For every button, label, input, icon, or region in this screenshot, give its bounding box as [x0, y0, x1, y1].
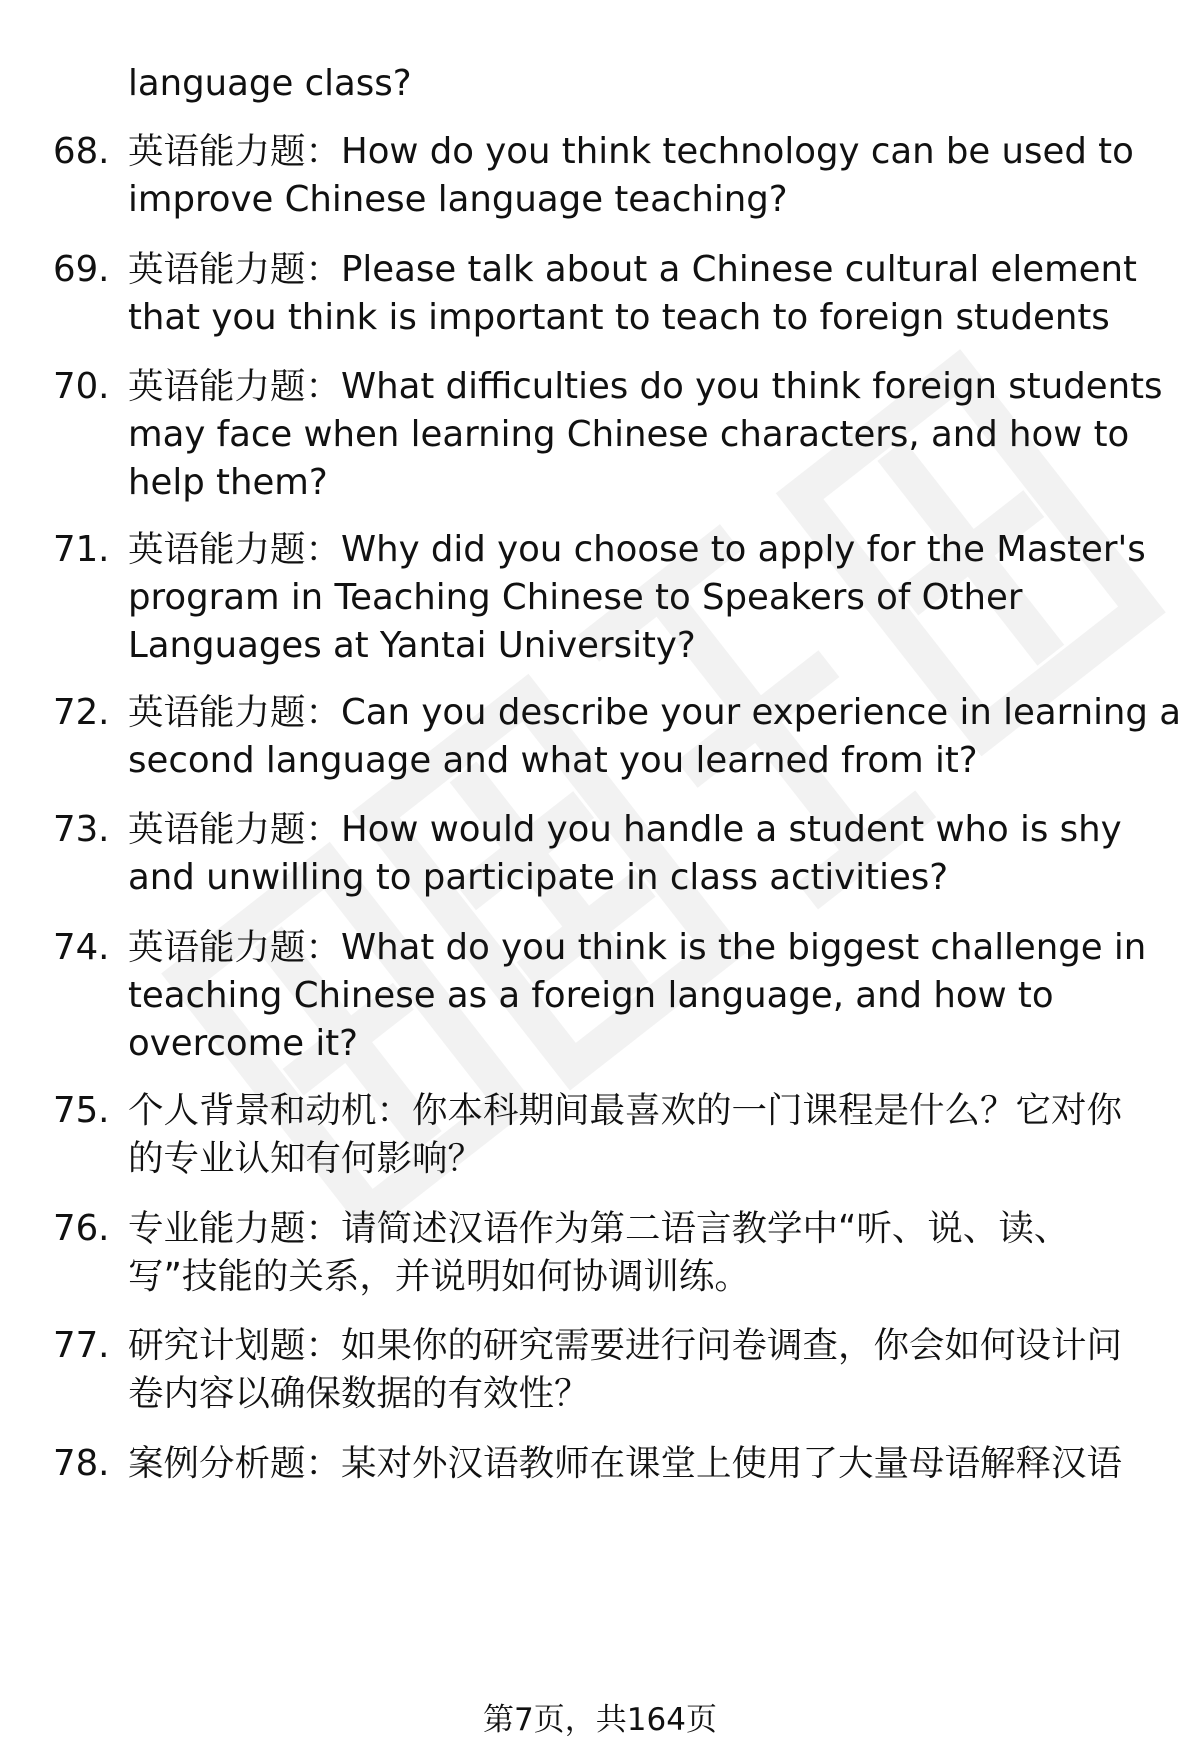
question-text-line: 英语能力题：Can you describe your experience in learning a: [128, 692, 1182, 733]
question-text-line: second language and what you learned from it?: [128, 740, 978, 781]
question-text-line: that you think is important to teach to foreign students: [128, 297, 1110, 338]
question-text-line: 英语能力题：Why did you choose to apply for the Master's: [128, 529, 1146, 570]
question-text-line: 英语能力题：What difficulties do you think foreign students: [128, 366, 1163, 407]
question-text-line: 的专业认知有何影响？: [128, 1138, 484, 1179]
question-text-line: 写”技能的关系，并说明如何协调训练。: [128, 1256, 750, 1297]
question-number: 76.: [53, 1208, 110, 1249]
question-text-line: may face when learning Chinese characters, and how to: [128, 414, 1130, 455]
question-text-line: 卷内容以确保数据的有效性？: [128, 1373, 590, 1414]
question-number: 70.: [53, 366, 110, 407]
page-footer: 第7页，共164页: [483, 1702, 717, 1738]
question-number: 75.: [53, 1090, 110, 1131]
question-text-line: 英语能力题：How do you think technology can be used to: [128, 131, 1134, 172]
question-number: 72.: [53, 692, 110, 733]
question-number: 69.: [53, 249, 110, 290]
question-text-line: and unwilling to participate in class activities?: [128, 857, 949, 898]
question-text-line: 英语能力题：What do you think is the biggest challenge in: [128, 927, 1147, 968]
question-text-line: improve Chinese language teaching?: [128, 179, 788, 220]
question-text-line: 英语能力题：How would you handle a student who is shy: [128, 809, 1122, 850]
question-text-line: 研究计划题：如果你的研究需要进行问卷调查，你会如何设计问: [128, 1325, 1123, 1366]
question-text-line: 案例分析题：某对外汉语教师在课堂上使用了大量母语解释汉语: [128, 1443, 1123, 1484]
question-number: 74.: [53, 927, 110, 968]
question-number: 78.: [53, 1443, 110, 1484]
question-text-line: help them?: [128, 462, 328, 503]
question-number: 71.: [53, 529, 110, 570]
question-text-line: program in Teaching Chinese to Speakers of Other: [128, 577, 1023, 618]
question-text-line: teaching Chinese as a foreign language, and how to: [128, 975, 1054, 1016]
question-text-line: 个人背景和动机：你本科期间最喜欢的一门课程是什么？它对你: [128, 1090, 1123, 1131]
question-text-line: 专业能力题：请简述汉语作为第二语言教学中“听、说、读、: [128, 1208, 1070, 1249]
question-number: 68.: [53, 131, 110, 172]
question-text-line: overcome it?: [128, 1023, 358, 1064]
question-number: 73.: [53, 809, 110, 850]
question-text-line: 英语能力题：Please talk about a Chinese cultural element: [128, 249, 1137, 290]
question-text-line: Languages at Yantai University?: [128, 625, 696, 666]
question-number: 77.: [53, 1325, 110, 1366]
continuation-text: language class?: [128, 63, 412, 104]
